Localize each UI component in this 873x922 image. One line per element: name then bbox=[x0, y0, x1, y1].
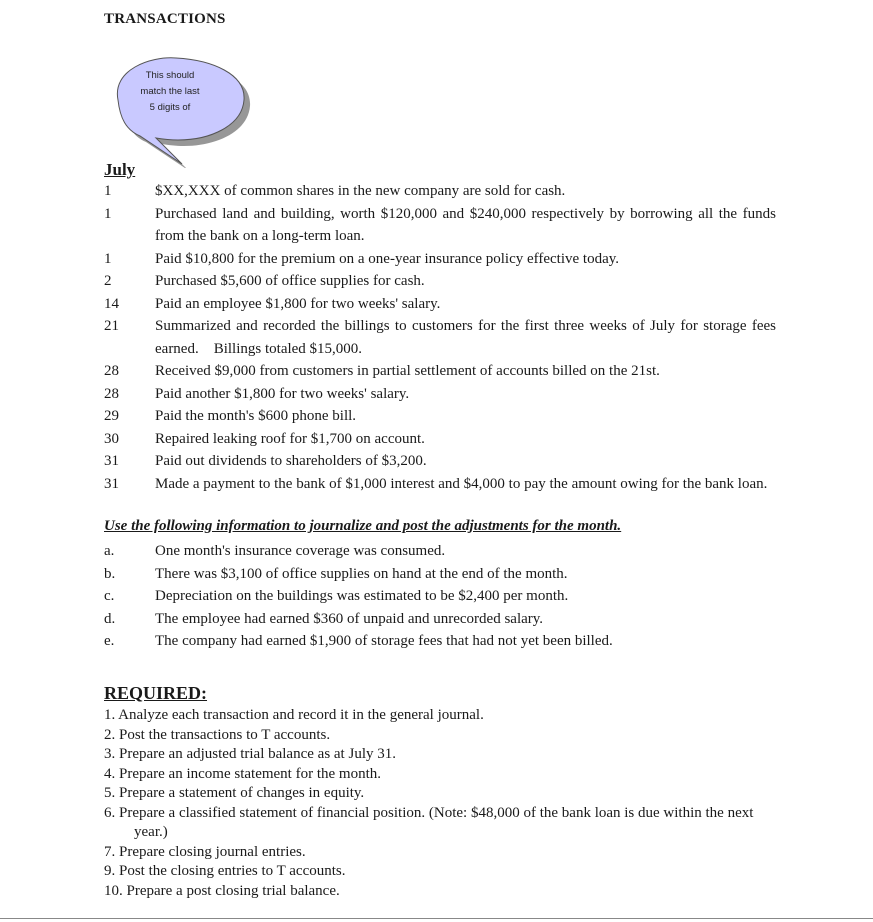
transaction-day: 2 bbox=[104, 273, 112, 289]
required-item: 10. Prepare a post closing trial balance. bbox=[104, 882, 340, 899]
transaction-day: 14 bbox=[104, 295, 119, 312]
transaction-day: 1 bbox=[104, 250, 112, 267]
transaction-day: 29 bbox=[104, 408, 119, 424]
adjustments-heading: Use the following information to journalize and post the adjustments for the month. bbox=[104, 518, 622, 534]
transaction-text: Received $9,000 from customers in partial settlement of accounts billed on the 21st. bbox=[155, 363, 660, 379]
callout-line: 5 digits of bbox=[149, 102, 191, 113]
adjustment-row bbox=[104, 540, 776, 563]
transaction-day: 30 bbox=[104, 430, 119, 447]
adjustment-letter: a. bbox=[104, 543, 115, 559]
required-item: 3. Prepare an adjusted trial balance as at July 31. bbox=[104, 746, 396, 762]
required-item: 4. Prepare an income statement for the month. bbox=[104, 765, 381, 782]
transaction-row bbox=[104, 248, 776, 271]
transaction-text: Paid an employee $1,800 for two weeks' salary. bbox=[155, 295, 441, 312]
required-list bbox=[104, 706, 784, 901]
page-title: TRANSACTIONS bbox=[104, 11, 226, 27]
adjustment-text: The employee had earned $360 of unpaid and unrecorded salary. bbox=[155, 610, 544, 627]
transaction-day: 28 bbox=[104, 363, 119, 379]
transaction-row bbox=[104, 203, 776, 248]
adjustment-row bbox=[104, 563, 776, 586]
speech-bubble-callout bbox=[90, 48, 260, 168]
transaction-row bbox=[104, 473, 776, 496]
transaction-row bbox=[104, 405, 776, 428]
required-item: 2. Post the transactions to T accounts. bbox=[104, 726, 331, 743]
adjustment-text: The company had earned $1,900 of storage fees that had not yet been billed. bbox=[155, 633, 613, 649]
transaction-row bbox=[104, 360, 776, 383]
transaction-row bbox=[104, 180, 776, 203]
transaction-text: Paid the month's $600 phone bill. bbox=[155, 408, 357, 424]
required-item: 7. Prepare closing journal entries. bbox=[104, 843, 306, 860]
adjustment-letter: e. bbox=[104, 633, 115, 649]
adjustment-letter: b. bbox=[104, 565, 116, 582]
adjustment-text: There was $3,100 of office supplies on hand at the end of the month. bbox=[155, 565, 568, 582]
transaction-text: Summarized and recorded the billings to customers for the first three weeks of July for storage fees earned. Billings totaled $15,000. bbox=[155, 318, 780, 357]
adjustments-list bbox=[104, 540, 776, 653]
transaction-row bbox=[104, 270, 776, 293]
transaction-row bbox=[104, 293, 776, 316]
transaction-list bbox=[104, 180, 780, 495]
callout-text bbox=[112, 68, 228, 116]
required-item: 1. Analyze each transaction and record it in the general journal. bbox=[104, 707, 484, 723]
adjustment-row bbox=[104, 630, 776, 653]
required-item: 5. Prepare a statement of changes in equity. bbox=[104, 785, 365, 801]
transaction-row bbox=[104, 428, 776, 451]
adjustment-letter: d. bbox=[104, 610, 116, 627]
transaction-day: 21 bbox=[104, 318, 119, 334]
adjustment-text: Depreciation on the buildings was estimated to be $2,400 per month. bbox=[155, 588, 569, 604]
adjustment-text: One month's insurance coverage was consumed. bbox=[155, 543, 446, 559]
required-item: 6. Prepare a classified statement of financial position. (Note: $48,000 of the bank loan is due within the next year.) bbox=[104, 804, 754, 840]
required-item: 9. Post the closing entries to T accounts. bbox=[104, 863, 346, 879]
required-heading: REQUIRED: bbox=[104, 683, 208, 703]
transaction-row bbox=[104, 450, 776, 473]
transaction-text: Paid out dividends to shareholders of $3,200. bbox=[155, 453, 427, 469]
transaction-row bbox=[104, 383, 776, 406]
callout-line: match the last bbox=[140, 86, 200, 97]
adjustment-row bbox=[104, 608, 776, 631]
transaction-row bbox=[104, 315, 780, 360]
transaction-text: Paid $10,800 for the premium on a one-year insurance policy effective today. bbox=[155, 250, 620, 267]
adjustment-row bbox=[104, 585, 776, 608]
transaction-day: 31 bbox=[104, 475, 119, 492]
callout-line: This should bbox=[145, 70, 195, 81]
transaction-day: 1 bbox=[104, 205, 112, 222]
transaction-day: 1 bbox=[104, 183, 112, 199]
transaction-day: 28 bbox=[104, 385, 119, 402]
transaction-text: Purchased $5,600 of office supplies for cash. bbox=[155, 273, 425, 289]
transaction-day: 31 bbox=[104, 453, 119, 469]
transaction-text: Made a payment to the bank of $1,000 interest and $4,000 to pay the amount owing for the bank loan. bbox=[155, 475, 768, 492]
transaction-text: Purchased land and building, worth $120,000 and $240,000 respectively by borrowing all the funds from the bank on a long-term loan. bbox=[155, 205, 776, 244]
transaction-text: Repaired leaking roof for $1,700 on account. bbox=[155, 430, 425, 447]
month-heading: July bbox=[104, 160, 136, 179]
transaction-text: $XX,XXX of common shares in the new company are sold for cash. bbox=[155, 183, 566, 199]
transaction-text: Paid another $1,800 for two weeks' salary. bbox=[155, 385, 410, 402]
page-bottom-rule bbox=[0, 918, 873, 919]
adjustment-letter: c. bbox=[104, 588, 115, 604]
